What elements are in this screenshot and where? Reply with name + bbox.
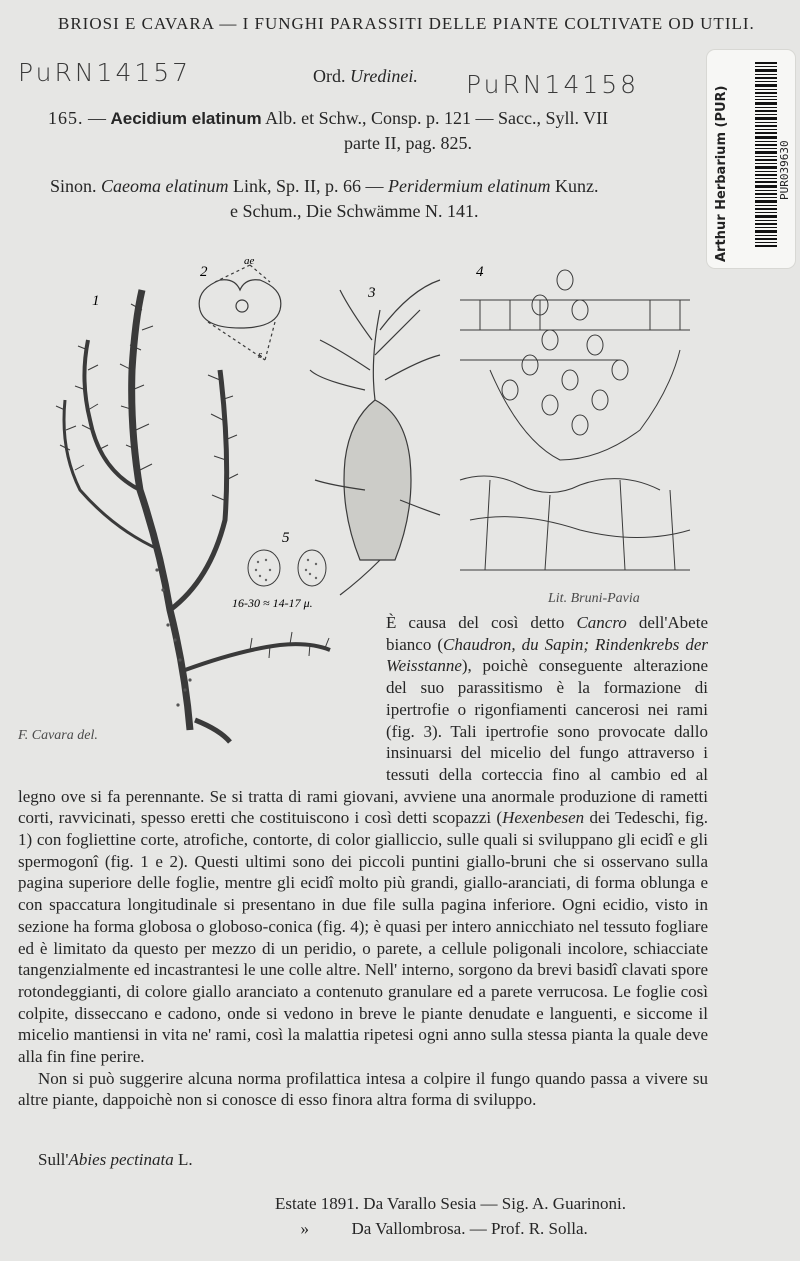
synonym-name-1: Caeoma elatinum bbox=[101, 176, 229, 196]
p1-cancro: Cancro bbox=[576, 613, 627, 632]
host-prefix: Sull' bbox=[38, 1150, 69, 1169]
species-entry bbox=[48, 106, 708, 156]
order-prefix: Ord. bbox=[313, 66, 350, 86]
fig2-leaf-section bbox=[199, 265, 281, 360]
p1-part-d: dei Tedeschi, fig. 1) con fogliettine corte, atrofiche, contorte, di color gialliccio, sulle quali si sviluppano gli ecidî e gli spermogonî (fig. 1 e 2). Questi ultimi sono dei piccoli puntini giallo-bruni che si osservano sulla pagina superiore delle foglie, mentre gli ecidî molto più grandi, giallo-aranciati, di forma oblunga e con spaccatura longitudinale si presentano in due file sulla pagina inferiore. Ogni ecidio, visto in sezione ha forma globosa o globoso-conica (fig. 4); è quasi per intero annicchiato nel tessuto fogliare ed è limitato da questo per mezzo di un peridio, o parete, a cellule poligonali incolore, schiacciate tangenzialmente ed incastrantesi le une colle altre. Nell' interno, sorgono da brevi basidî clavati spore rotondeggianti, di colore giallo aranciato a contenuto granulare ed a parete verrucosa. Le foglie così colpite, disseccano e cadono, onde si vedono in breve le piante denudate e languenti, e siccome il micelio mantiensi in vita ne' rami, così la malattia ripetesi ogni anno sulla stessa pianta la quale deve alla fin fine perire. bbox=[18, 808, 708, 1067]
species-citation: Alb. et Schw., Consp. p. 121 — Sacc., Syll. VII bbox=[265, 108, 609, 128]
host-suffix: L. bbox=[173, 1150, 193, 1169]
species-name: Aecidium elatinum bbox=[110, 109, 262, 128]
herbarium-name: Arthur Herbarium (PUR) bbox=[714, 85, 729, 262]
paragraph-2: Non si può suggerire alcuna norma profilattica intesa a colpire il fungo quando passa a vivere su altre piante, dappoichè non si conosce di esso finora altra forma di sviluppo. bbox=[18, 1068, 708, 1110]
order-name: Uredinei. bbox=[350, 66, 418, 86]
fig5-spores bbox=[248, 550, 326, 586]
synonym-ref-1: Link, Sp. II, p. 66 — bbox=[233, 176, 384, 196]
fig4-aecidium-section bbox=[460, 270, 690, 570]
p1-common-names: Chaudron, du Sapin; Rindenkrebs der Weisstanne bbox=[386, 634, 709, 676]
species-citation-line2: parte II, pag. 825. bbox=[344, 133, 472, 153]
spore-scale-caption: 16-30 ≈ 14-17 μ. bbox=[232, 596, 313, 610]
synonyms bbox=[50, 174, 720, 224]
fig-number-3: 3 bbox=[368, 285, 376, 301]
fig-number-5: 5 bbox=[282, 530, 290, 546]
handwritten-accession-right: PuRN14158 bbox=[466, 70, 640, 99]
fig2-label-ae: ae bbox=[244, 255, 255, 267]
host-name: Abies pectinata bbox=[68, 1150, 174, 1169]
p1-part-a: È causa del così detto bbox=[386, 613, 577, 632]
synonyms-line2: e Schum., Die Schwämme N. 141. bbox=[230, 201, 479, 221]
host-line bbox=[38, 1150, 193, 1170]
fig2-label-s: s bbox=[258, 349, 263, 361]
paragraph-1 bbox=[18, 612, 708, 1068]
fig-number-1: 1 bbox=[92, 293, 100, 309]
synonym-ref-2: Kunz. bbox=[555, 176, 599, 196]
barcode-number: PUR039630 bbox=[778, 140, 791, 200]
artist-signature: F. Cavara del. bbox=[18, 728, 98, 743]
lithographer-signature: Lit. Bruni-Pavia bbox=[548, 591, 640, 606]
fig-number-4: 4 bbox=[476, 264, 484, 280]
entry-number: 165. bbox=[48, 108, 84, 128]
text-wrap-spacer bbox=[18, 612, 386, 784]
locality-1: Estate 1891. Da Varallo Sesia — Sig. A. Guarinoni. bbox=[275, 1194, 626, 1213]
handwritten-accession-left: PuRN14157 bbox=[18, 58, 192, 87]
p1-part-b: dell'Abete bianco ( bbox=[386, 613, 708, 654]
entry-dash: — bbox=[88, 108, 106, 128]
locality-2: » Da Vallombrosa. — Prof. R. Solla. bbox=[275, 1219, 588, 1238]
p1-part-c: ), poichè conseguente alterazione del suo parassitismo è la formazione di ipertrofie o rigonfiamenti cancerosi nei rami (fig. 3). Tali ipertrofie sono provocate dallo insinuarsi del micelio del fungo attraverso i tessuti della corteccia fino al cambio ed al legno ove si fa perennante. Se si tratta di rami giovani, avviene una anormale produzione di rametti corti, ravvicinati, spesso eretti che costituiscono i così detti scopazzi ( bbox=[18, 656, 708, 828]
synonym-name-2: Peridermium elatinum bbox=[388, 176, 551, 196]
fig3-canker bbox=[310, 280, 440, 595]
order-heading bbox=[313, 66, 418, 87]
running-head: BRIOSI E CAVARA — I FUNGHI PARASSITI DELLE PIANTE COLTIVATE OD UTILI. bbox=[58, 14, 755, 33]
body-text bbox=[18, 612, 708, 1111]
p1-hexenbesen: Hexenbesen bbox=[502, 808, 585, 828]
synonyms-label: Sinon. bbox=[50, 176, 97, 196]
fig-number-2: 2 bbox=[200, 264, 208, 280]
